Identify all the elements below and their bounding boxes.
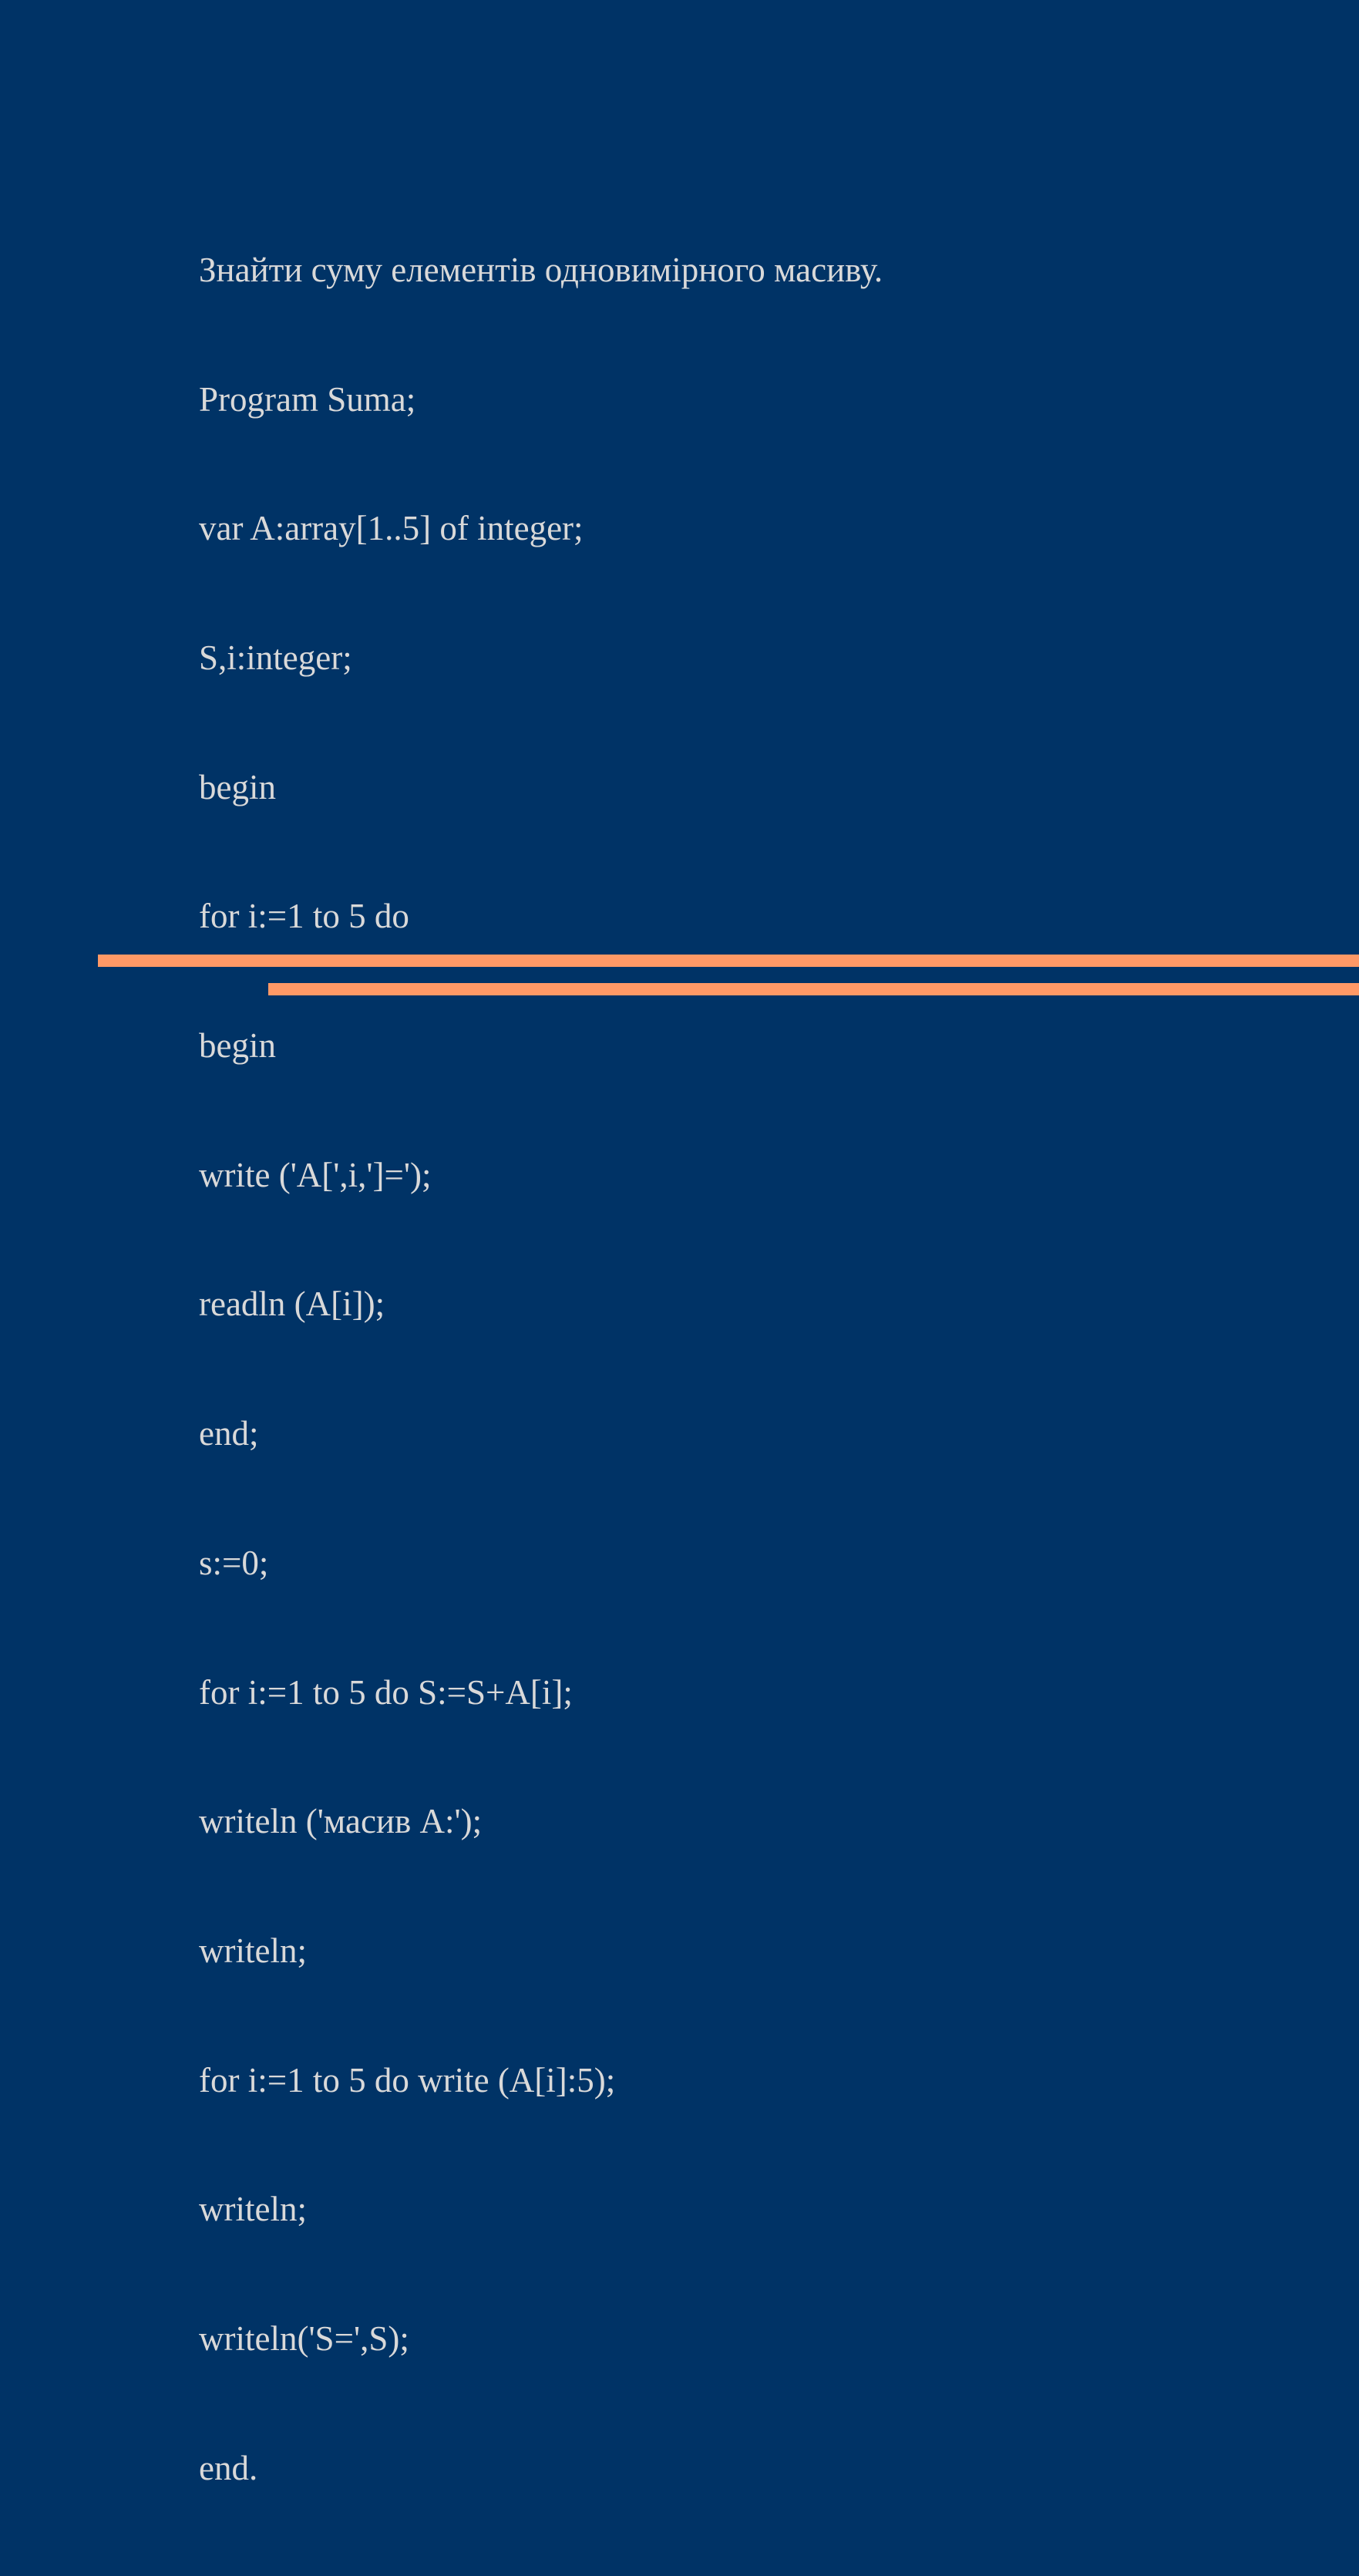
code-line-13: writeln;: [199, 1931, 307, 1970]
accent-stripe-bottom: [268, 983, 1359, 995]
code-line-3: S,i:integer;: [199, 638, 352, 677]
code-line-5: for i:=1 to 5 do: [199, 897, 409, 936]
code-line-6: begin: [199, 1026, 276, 1066]
slide-title: Знайти суму елементів одновимірного масиву.: [199, 250, 883, 289]
code-line-4: begin: [199, 767, 276, 806]
code-line-1: Program Suma;: [199, 379, 416, 419]
code-line-14: for i:=1 to 5 do write (A[i]:5);: [199, 2060, 616, 2100]
code-line-11: for i:=1 to 5 do S:=S+A[i];: [199, 1672, 573, 1712]
accent-stripe-top: [98, 955, 1359, 967]
code-line-2: var A:array[1..5] of integer;: [199, 509, 584, 548]
code-line-12: writeln ('масив A:');: [199, 1802, 483, 1841]
code-line-16: writeln('S=',S);: [199, 2319, 409, 2359]
code-line-9: end;: [199, 1414, 259, 1453]
code-line-17: end.: [199, 2448, 258, 2487]
code-line-8: readln (A[i]);: [199, 1285, 385, 1324]
code-line-15: writeln;: [199, 2190, 307, 2229]
code-line-10: s:=0;: [199, 1543, 269, 1582]
slide-content: [199, 163, 1278, 2576]
code-line-7: write ('A[',i,']=');: [199, 1155, 432, 1194]
